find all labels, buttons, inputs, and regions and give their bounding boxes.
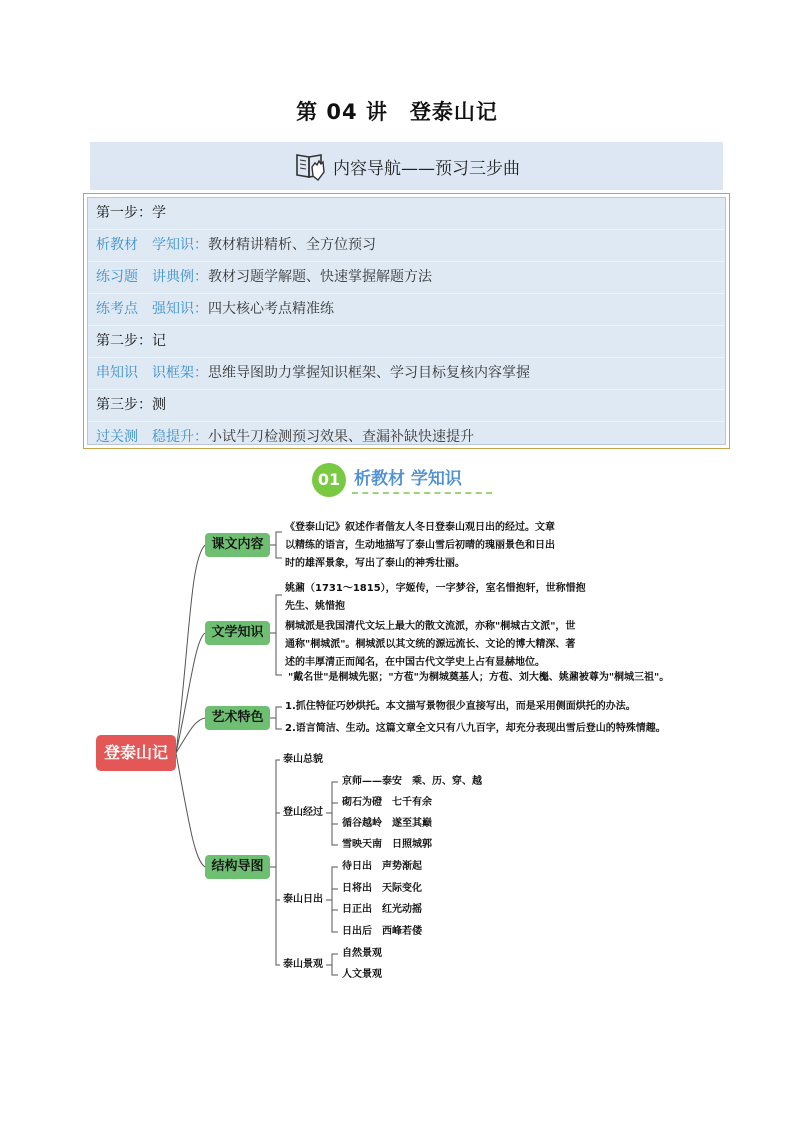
climb-item: 京师——泰安 乘、历、穿、越 xyxy=(342,776,482,787)
branch-artistic-features: 艺术特色 xyxy=(205,706,270,730)
section-number-badge: 01 xyxy=(312,463,346,497)
structure-climbing-process: 登山经过 xyxy=(283,807,323,818)
step-item-desc: 四大核心考点精准练 xyxy=(208,301,334,317)
step-item-desc: 思维导图助力掌握知识框架、学习目标复核内容掌握 xyxy=(208,365,530,381)
structure-mountain-overview: 泰山总貌 xyxy=(283,754,323,765)
connector-root-b4 xyxy=(176,753,205,867)
tongcheng-founders-info: "戴名世"是桐城先驱；"方苞"为桐城奠基人；方苞、刘大櫆、姚鼐被尊为"桐城三祖"。 xyxy=(288,672,670,683)
step-item-key: 练考点 强知识： xyxy=(96,301,208,317)
step-heading-text: 第一步：学 xyxy=(96,205,166,221)
structure-scenery: 泰山景观 xyxy=(283,959,323,970)
mindmap-root: 登泰山记 xyxy=(96,735,176,771)
artistic-feature-1: 1.抓住特征巧妙烘托。本文描写景物很少直接写出，而是采用侧面烘托的办法。 xyxy=(285,701,636,712)
step-item-desc: 小试牛刀检测预习效果、查漏补缺快速提升 xyxy=(208,429,474,445)
step-item-key: 析教材 学知识： xyxy=(96,237,208,253)
sunrise-item: 日将出 天际变化 xyxy=(342,883,422,894)
step-item-desc: 教材精讲精析、全方位预习 xyxy=(208,237,376,253)
step-item-key: 串知识 识框架： xyxy=(96,365,208,381)
text-content-summary: 《登泰山记》叙述作者偕友人冬日登泰山观日出的经过。文章 以精练的语言，生动地描写了泰山雪后初晴的瑰丽景色和日出 时的雄浑景象，写出了泰山的神秀壮丽。 xyxy=(285,522,555,569)
step-heading-text: 第三步：测 xyxy=(96,397,166,413)
climb-item: 砌石为磴 七千有余 xyxy=(342,797,432,808)
step-item-key: 过关测 稳提升： xyxy=(96,429,208,445)
branch-text-content: 课文内容 xyxy=(205,533,270,557)
sunrise-item: 日正出 红光动摇 xyxy=(342,904,422,915)
connector-root-b3 xyxy=(176,718,205,753)
step-item-key: 练习题 讲典例： xyxy=(96,269,208,285)
nav-label: 内容导航——预习三步曲 xyxy=(333,158,520,179)
structure-sunrise: 泰山日出 xyxy=(283,894,323,905)
page-title: 第 04 讲 登泰山记 xyxy=(296,100,498,124)
connector-root-b1 xyxy=(176,545,205,753)
scenery-item: 自然景观 xyxy=(342,948,382,959)
step-item-desc: 教材习题学解题、快速掌握解题方法 xyxy=(208,269,432,285)
climb-item: 循谷越岭 遂至其巅 xyxy=(342,818,432,829)
tongcheng-school-info: 桐城派是我国清代文坛上最大的散文流派，亦称"桐城古文派"，世 通称"桐城派"。桐城派以其文统的源远流长、文论的博大精深、著 述的丰厚清正而闻名，在中国古代文学史上占有显赫地位。 xyxy=(285,621,576,668)
step-heading-text: 第二步：记 xyxy=(96,333,166,349)
branch-structure-map: 结构导图 xyxy=(205,855,270,879)
section-title: 析教材 学知识 xyxy=(354,469,462,489)
sunrise-item: 日出后 西峰若偻 xyxy=(342,926,422,937)
artistic-feature-2: 2.语言简洁、生动。这篇文章全文只有八九百字，却充分表现出雪后登山的特殊情趣。 xyxy=(285,723,666,734)
climb-item: 雪映天南 日照城郭 xyxy=(342,839,432,850)
scenery-item: 人文景观 xyxy=(342,969,382,980)
connector-root-b2 xyxy=(176,633,205,753)
author-info: 姚鼐（1731～1815），字姬传，一字梦谷，室名惜抱轩，世称惜抱 先生、姚惜抱 xyxy=(285,583,586,612)
branch-literary-knowledge: 文学知识 xyxy=(205,621,270,645)
sunrise-item: 待日出 声势渐起 xyxy=(342,861,422,872)
